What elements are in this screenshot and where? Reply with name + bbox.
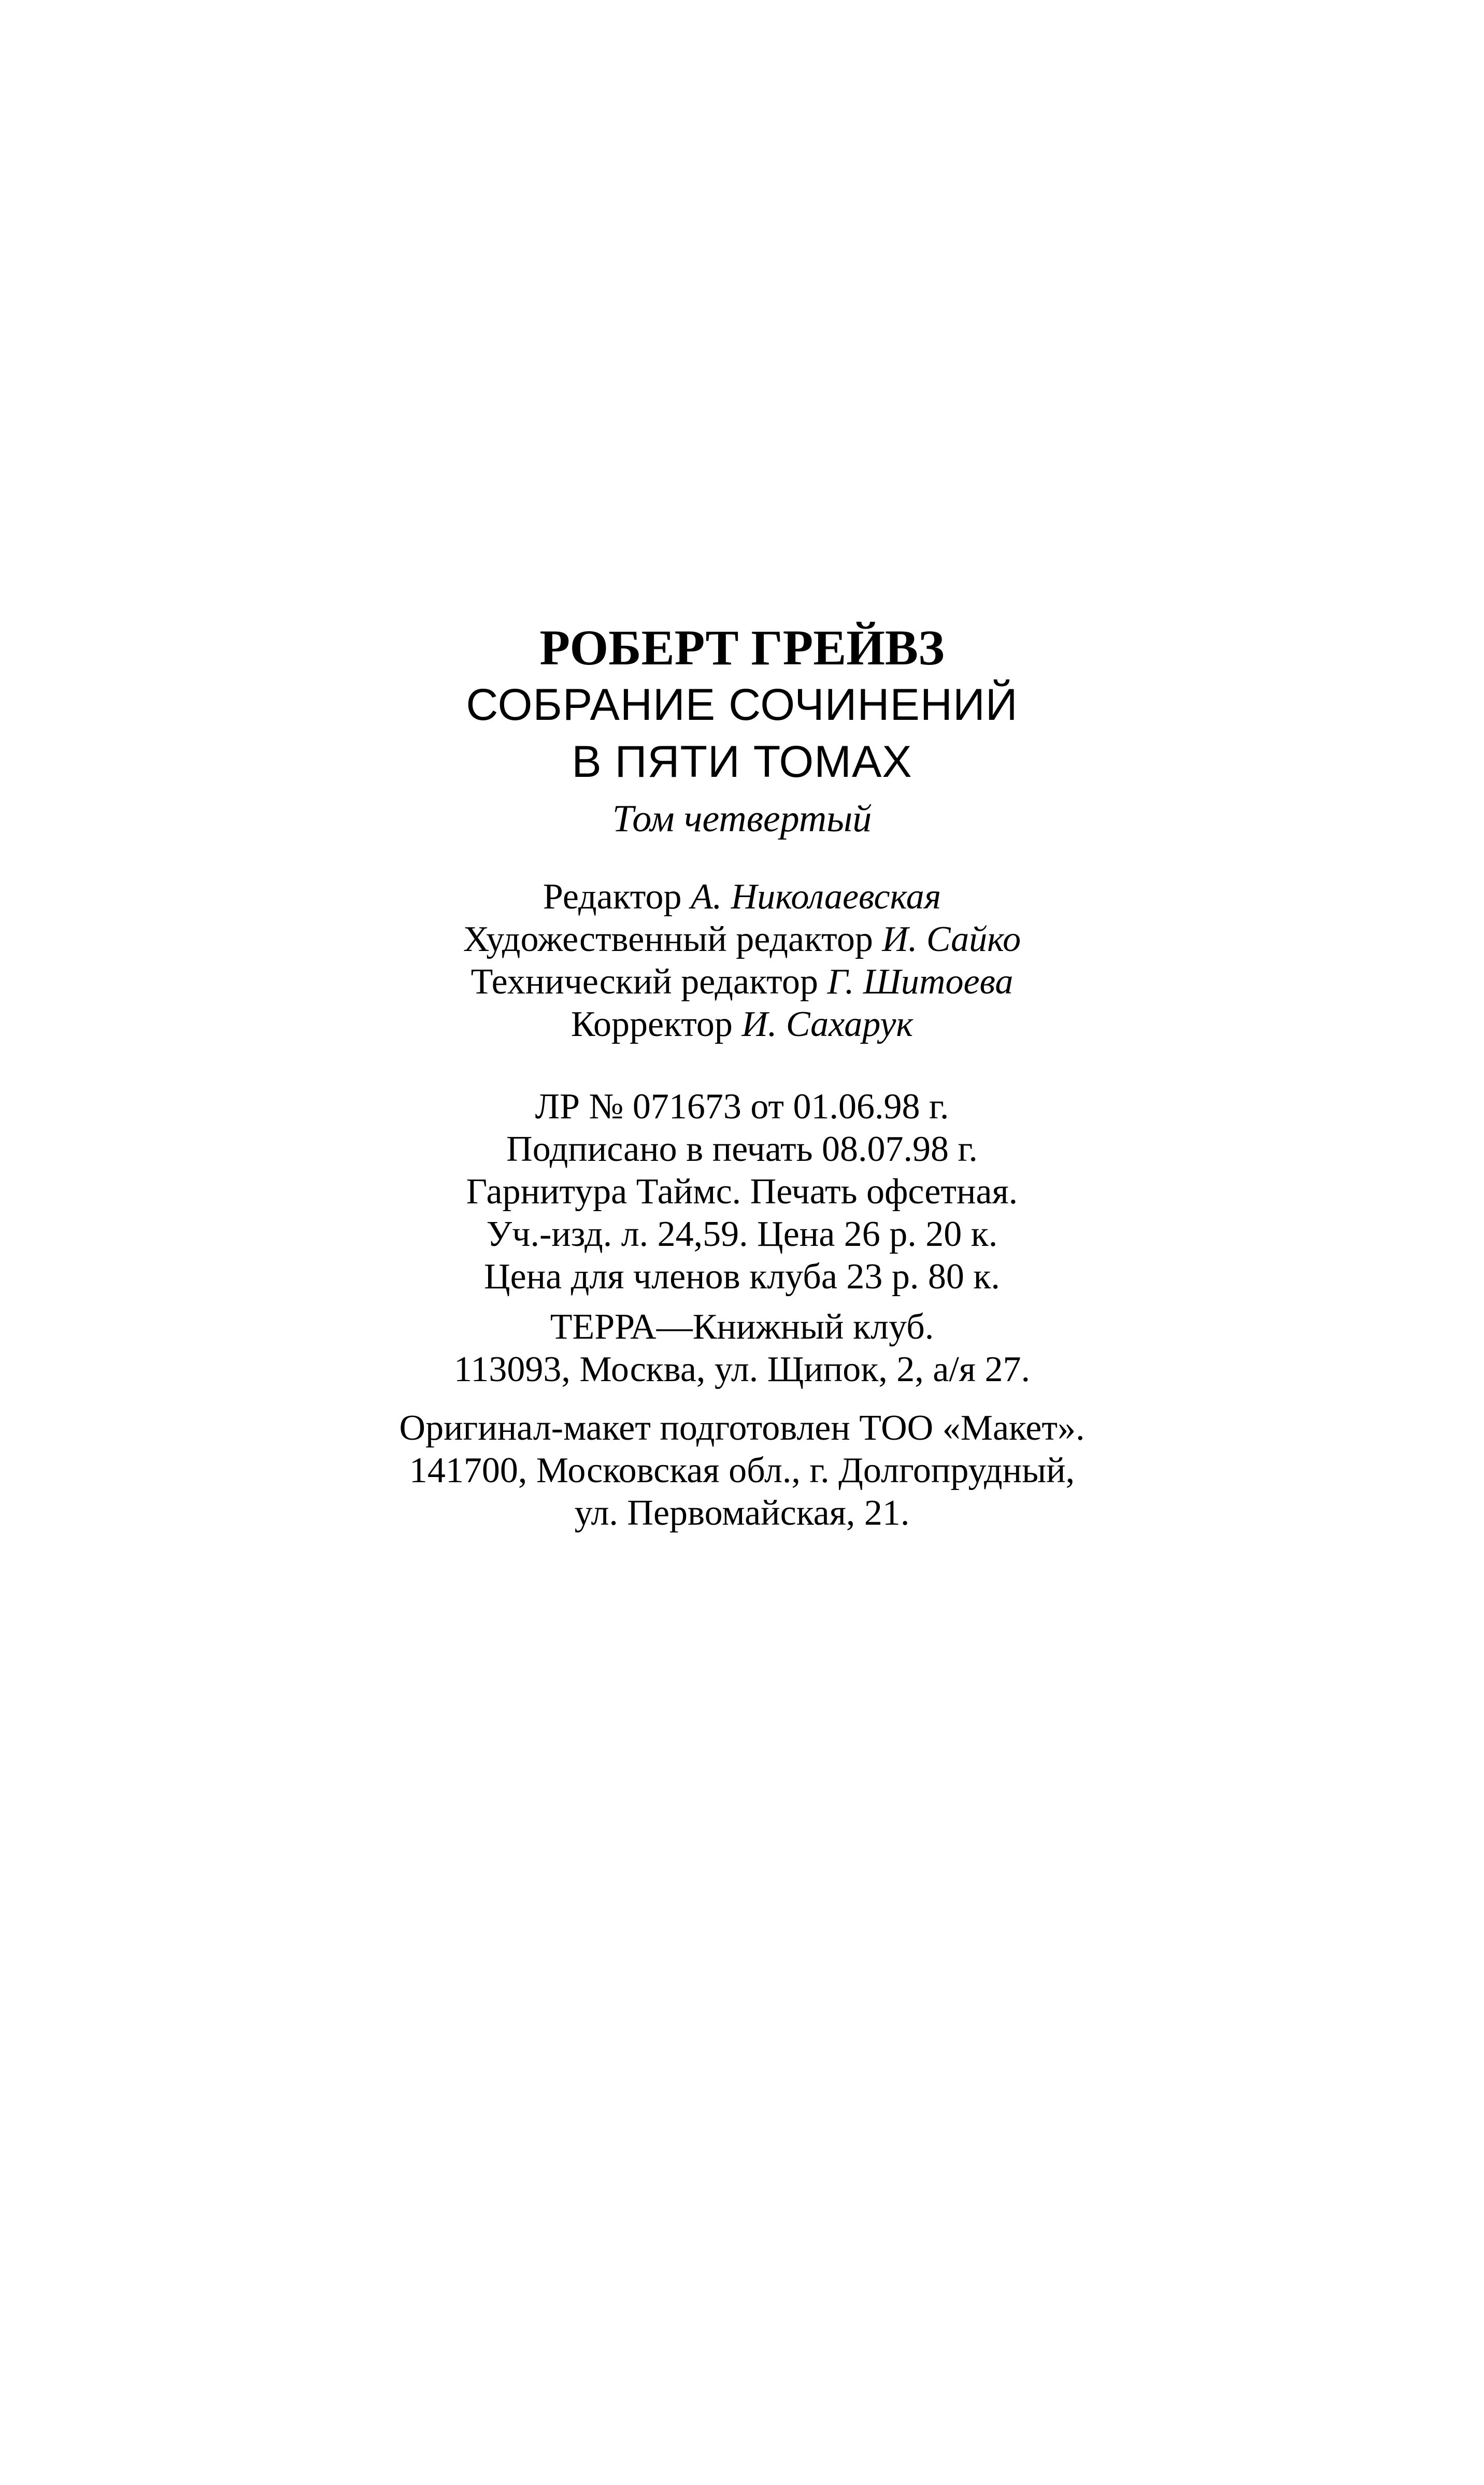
credits-block	[0, 876, 1484, 1046]
credit-person: И. Сахарук	[741, 1004, 914, 1044]
volume-number: Том четвертый	[612, 798, 872, 840]
credit-role: Технический редактор	[470, 962, 818, 1002]
title-line-2: В ПЯТИ ТОМАХ	[572, 737, 912, 787]
typeface-line: Гарнитура Таймс. Печать офсетная.	[466, 1172, 1018, 1212]
layout-info-block	[0, 1407, 1484, 1535]
credit-role: Художественный редактор	[463, 919, 873, 959]
credit-role: Корректор	[570, 1004, 733, 1044]
credit-person: А. Николаевская	[690, 877, 941, 917]
credit-role: Редактор	[543, 877, 682, 917]
publisher-address: 113093, Москва, ул. Щипок, 2, а/я 27.	[453, 1350, 1031, 1389]
club-price-line: Цена для членов клуба 23 р. 80 к.	[484, 1257, 1000, 1297]
volume-label	[0, 793, 1484, 845]
credit-art-editor	[0, 918, 1484, 961]
layout-prepared-by: Оригинал-макет подготовлен ТОО «Макет».	[399, 1408, 1085, 1448]
license-line: ЛР № 071673 от 01.06.98 г.	[535, 1087, 949, 1127]
publisher-name: ТЕРРА—Книжный клуб.	[550, 1307, 934, 1347]
signed-to-print-line: Подписано в печать 08.07.98 г.	[506, 1129, 978, 1169]
credit-editor	[0, 876, 1484, 918]
credit-person: Г. Шитоева	[827, 962, 1014, 1002]
author-name: РОБЕРТ ГРЕЙВЗ	[539, 620, 945, 675]
author-heading	[0, 617, 1484, 679]
credit-person: И. Сайко	[882, 919, 1021, 959]
collection-title	[0, 676, 1484, 790]
layout-address-line-2: ул. Первомайская, 21.	[574, 1493, 910, 1533]
imprint-block	[0, 1086, 1484, 1298]
layout-address-line-1: 141700, Московская обл., г. Долгопрудный,	[409, 1451, 1075, 1490]
publisher-block	[0, 1306, 1484, 1391]
credit-technical-editor	[0, 961, 1484, 1003]
credit-proofreader	[0, 1003, 1484, 1046]
title-line-1: СОБРАНИЕ СОЧИНЕНИЙ	[466, 680, 1018, 730]
price-line: Уч.-изд. л. 24,59. Цена 26 р. 20 к.	[486, 1214, 998, 1254]
